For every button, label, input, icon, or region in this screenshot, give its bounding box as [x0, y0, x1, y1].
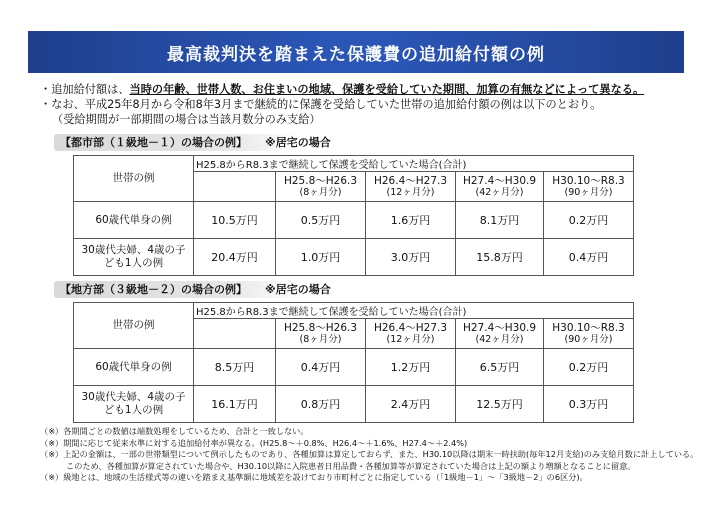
urban-period-3-range: H27.4～H30.9 — [462, 174, 537, 187]
urban-period-3 — [456, 172, 544, 202]
urban-row-2-v2: 3.0万円 — [366, 239, 456, 276]
urban-total-header — [194, 172, 276, 202]
rural-header-span: H25.8からR8.3まで継続して保護を受給していた場合(合計) — [194, 303, 634, 319]
urban-row-2-label-line2: ども1人の例 — [103, 257, 164, 269]
intro-line-1-prefix: ・追加給付額は、 — [40, 83, 130, 96]
urban-row-1-label — [74, 202, 194, 239]
table-row — [74, 202, 634, 239]
rural-period-2-range: H26.4～H27.3 — [373, 321, 448, 334]
rural-row-1-v3: 6.5万円 — [456, 349, 544, 386]
footnote-3-continued: このため、各種加算が算定されていた場合や、H30.10以降に入院患者日用品費・各種加算等が算定されていた場合は上記の額より増額となることに留意。 — [66, 460, 636, 471]
rural-period-1-months: (8ヶ月分) — [299, 333, 342, 345]
rural-row-2-label — [74, 386, 194, 423]
urban-row-1-label-text: 60歳代単身の例 — [95, 213, 172, 226]
urban-period-1 — [276, 172, 366, 202]
rural-label-text: 【地方部（３級地－２）の場合の例】 — [60, 283, 247, 296]
urban-period-3-months: (42ヶ月分) — [475, 186, 524, 198]
footnote-2: （※）期間に応じて従来水準に対する追加給付率が異なる。(H25.8～＋0.8%、H26.4～＋1.6%、H27.4～＋2.4%) — [40, 437, 468, 448]
rural-period-2 — [366, 319, 456, 349]
rural-row-2-label-line2: ども1人の例 — [103, 404, 164, 416]
urban-row-2-v3: 15.8万円 — [456, 239, 544, 276]
urban-section-label — [54, 134, 331, 151]
rural-section-label — [54, 281, 331, 298]
intro-text — [40, 82, 700, 127]
urban-header-span: H25.8からR8.3まで継続して保護を受給していた場合(合計) — [194, 156, 634, 172]
table-row — [74, 349, 634, 386]
urban-period-4-range: H30.10～R8.3 — [552, 174, 625, 187]
urban-row-2-label — [74, 239, 194, 276]
rural-row-1-v4: 0.2万円 — [544, 349, 634, 386]
footnote-1: （※）各期間ごとの数値は端数処理をしているため、合計と一致しない。 — [40, 426, 309, 436]
rural-row-2-total: 16.1万円 — [194, 386, 276, 423]
table-row — [74, 386, 634, 423]
urban-period-1-months: (8ヶ月分) — [299, 186, 342, 198]
rural-period-4 — [544, 319, 634, 349]
intro-line-2: ・なお、平成25年8月から令和8年3月まで継続的に保護を受給していた世帯の追加給付額の例は以下のとおり。 — [40, 98, 602, 111]
urban-period-2 — [366, 172, 456, 202]
urban-row-1-total: 10.5万円 — [194, 202, 276, 239]
urban-period-2-range: H26.4～H27.3 — [373, 174, 448, 187]
urban-period-4 — [544, 172, 634, 202]
rural-total-header — [194, 319, 276, 349]
urban-row-2-label-line1: 30歳代夫婦、4歳の子 — [81, 244, 186, 256]
rural-period-2-months: (12ヶ月分) — [386, 333, 435, 345]
urban-row-2-v4: 0.4万円 — [544, 239, 634, 276]
rural-period-3 — [456, 319, 544, 349]
urban-row-1-v3: 8.1万円 — [456, 202, 544, 239]
rural-row-2-v4: 0.3万円 — [544, 386, 634, 423]
urban-period-2-months: (12ヶ月分) — [386, 186, 435, 198]
urban-period-1-range: H25.8～H26.3 — [283, 174, 358, 187]
footnote-4: （※）級地とは、地域の生活様式等の違いを踏まえ基準額に地域差を設けており市町村ごとに指定している（「1級地－1」～「3級地－2」の6区分)。 — [40, 472, 588, 482]
rural-row-1-total: 8.5万円 — [194, 349, 276, 386]
urban-row-1-v1: 0.5万円 — [276, 202, 366, 239]
urban-note: ※居宅の場合 — [265, 136, 331, 149]
urban-row-1-v2: 1.6万円 — [366, 202, 456, 239]
urban-row-2-total: 20.4万円 — [194, 239, 276, 276]
rural-period-3-months: (42ヶ月分) — [475, 333, 524, 345]
rural-period-3-range: H27.4～H30.9 — [462, 321, 537, 334]
urban-row-2-v1: 1.0万円 — [276, 239, 366, 276]
rural-period-4-months: (90ヶ月分) — [564, 333, 613, 345]
table-row — [74, 239, 634, 276]
rural-period-1 — [276, 319, 366, 349]
urban-table — [73, 155, 634, 276]
rural-row-1-v1: 0.4万円 — [276, 349, 366, 386]
rural-row-1-label-text: 60歳代単身の例 — [95, 360, 172, 373]
rural-period-4-range: H30.10～R8.3 — [552, 321, 625, 334]
footnote-3: （※）上記の金額は、一部の世帯類型について例示したものであり、各種加算は算定しておらず、また、H30.10以降は期末一時扶助(毎年12月支給)のみ支給月数に計上している。 — [40, 449, 699, 459]
urban-row-header: 世帯の例 — [74, 156, 194, 202]
rural-row-2-v2: 2.4万円 — [366, 386, 456, 423]
rural-row-1-label — [74, 349, 194, 386]
rural-period-1-range: H25.8～H26.3 — [283, 321, 358, 334]
intro-line-1 — [40, 82, 700, 97]
footnotes — [40, 426, 710, 484]
rural-row-2-v3: 12.5万円 — [456, 386, 544, 423]
rural-table — [73, 302, 634, 423]
urban-period-4-months: (90ヶ月分) — [564, 186, 613, 198]
urban-label-text: 【都市部（１級地－１）の場合の例】 — [60, 136, 247, 149]
intro-line-3: （受給期間が一部期間の場合は当該月数分のみ支給） — [52, 113, 321, 126]
rural-row-1-v2: 1.2万円 — [366, 349, 456, 386]
intro-line-1-emphasis: 当時の年齢、世帯人数、お住まいの地域、保護を受給していた期間、加算の有無などによって異なる。 — [129, 83, 645, 96]
rural-note: ※居宅の場合 — [265, 283, 331, 296]
title-banner — [28, 31, 684, 73]
page-title: 最高裁判決を踏まえた保護費の追加給付額の例 — [167, 44, 545, 65]
rural-row-2-label-line1: 30歳代夫婦、4歳の子 — [81, 391, 186, 403]
urban-row-1-v4: 0.2万円 — [544, 202, 634, 239]
rural-row-header: 世帯の例 — [74, 303, 194, 349]
rural-row-2-v1: 0.8万円 — [276, 386, 366, 423]
